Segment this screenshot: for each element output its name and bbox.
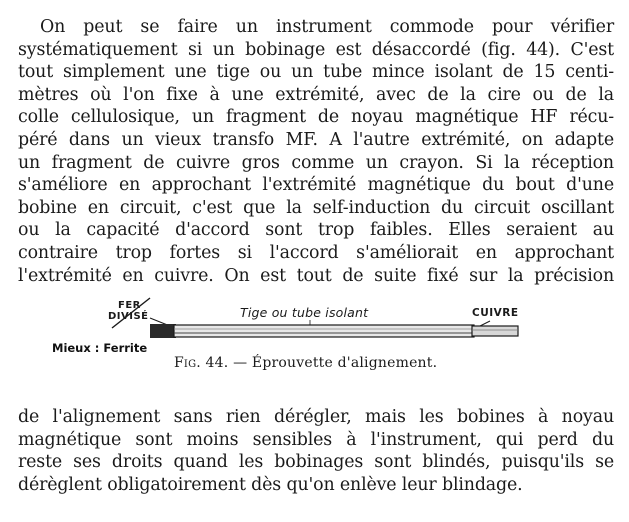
text-line: un fragment de cuivre gros comme un crayon. Si la réception bbox=[18, 152, 614, 173]
text-line: systématiquement si un bobinage est désaccordé (fig. 44). C'est bbox=[18, 39, 614, 60]
text-line: tout simplement une tige ou un tube mince isolant de 15 centi- bbox=[18, 62, 614, 83]
label-fer: FER bbox=[118, 300, 141, 311]
label-tige: Tige ou tube isolant bbox=[240, 305, 369, 320]
text-line: péré dans un vieux transfo MF. A l'autre extrémité, on adapte bbox=[18, 129, 614, 150]
paragraph-2 bbox=[18, 406, 614, 496]
paragraph-1 bbox=[18, 16, 614, 287]
text-line: dérèglent obligatoirement dès qu'on enlève leur blindage. bbox=[18, 474, 523, 495]
text-line: On peut se faire un instrument commode pour vérifier bbox=[40, 17, 614, 37]
text-line: colle cellulosique, un fragment de noyau magnétique HF récu- bbox=[18, 107, 614, 128]
text-line: reste ses droits quand les bobinages sont blindés, puisqu'ils se bbox=[18, 452, 614, 473]
label-divise: DIVISÉ bbox=[108, 311, 149, 322]
text-line: mètres où l'on fixe à une extrémité, avec de la cire ou de la bbox=[18, 84, 614, 105]
text-line: ou la capacité d'accord sont trop faibles. Elles seraient au bbox=[18, 220, 614, 241]
copper-end bbox=[472, 326, 518, 336]
caption-text: — Éprouvette d'alignement. bbox=[228, 355, 438, 371]
text-line: s'améliore en approchant l'extrémité magnétique du bout d'une bbox=[18, 175, 614, 196]
figure-caption bbox=[174, 355, 437, 371]
text-line: magnétique sont moins sensibles à l'instrument, qui perd du bbox=[18, 429, 614, 450]
text-line: bobine en circuit, c'est que la self-induction du circuit oscillant bbox=[18, 197, 614, 218]
text-line: contraire trop fortes si l'accord s'améliorait en approchant bbox=[18, 242, 614, 263]
insulating-rod bbox=[174, 325, 474, 337]
text-line: l'extrémité en cuivre. On est tout de suite fixé sur la précision bbox=[18, 265, 614, 286]
caption-prefix: Fig. 44. bbox=[174, 355, 229, 371]
text-line: de l'alignement sans rien dérégler, mais les bobines à noyau bbox=[18, 407, 614, 427]
handwritten-annotation: Mieux : Ferrite bbox=[52, 341, 148, 355]
ferrite-end bbox=[150, 324, 176, 338]
label-cuivre: CUIVRE bbox=[472, 307, 519, 319]
figure-44 bbox=[0, 296, 629, 386]
